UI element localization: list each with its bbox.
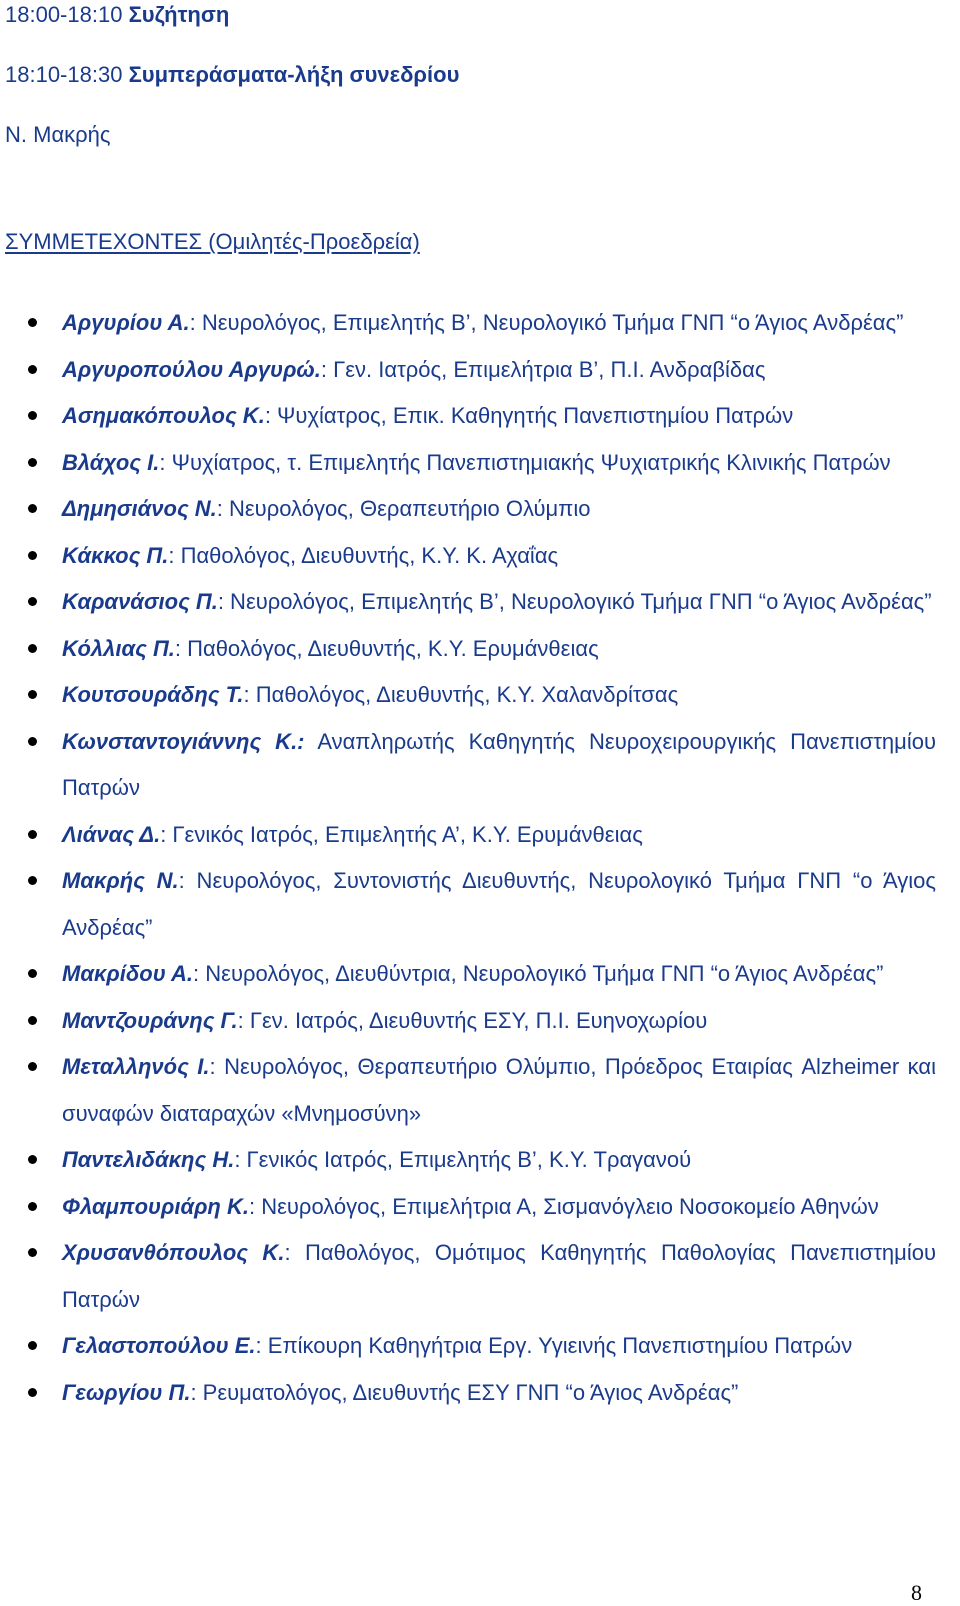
bullet-icon — [28, 1155, 37, 1164]
participant-details: : Γεν. Ιατρός, Διευθυντής ΕΣΥ, Π.Ι. Ευηνοχωρίου — [237, 1007, 708, 1033]
bullet-icon — [28, 597, 37, 606]
bullet-icon — [28, 1016, 37, 1025]
participant-item — [0, 1137, 960, 1184]
participant-item — [0, 1323, 960, 1370]
participant-name: Καρανάσιος Π. — [62, 589, 218, 614]
page-number: 8 — [911, 1580, 922, 1605]
participants-list — [0, 300, 960, 1416]
participant-name: Κωνσταντογιάννης Κ.: — [62, 728, 305, 754]
bullet-icon — [28, 1202, 37, 1211]
participant-name: Μακρίδου Α. — [62, 961, 194, 986]
participant-details: : Γεν. Ιατρός, Επιμελήτρια Β’, Π.Ι. Ανδραβίδας — [320, 356, 766, 382]
bullet-icon — [28, 876, 37, 885]
bullet-icon — [28, 1248, 37, 1257]
participant-name: Μεταλληνός Ι. — [62, 1054, 210, 1079]
participant-name: Κάκκος Π. — [62, 542, 169, 568]
participant-details: : Νευρολόγος, Επιμελητής Β’, Νευρολογικό Τμήμα ΓΝΠ “ο Άγιος Ανδρέας” — [217, 589, 932, 614]
participant-item — [0, 1184, 960, 1231]
participant-item — [0, 719, 960, 812]
participant-name: Δημησιάνος Ν. — [62, 496, 217, 521]
bullet-icon — [28, 969, 37, 978]
bullet-icon — [28, 1062, 37, 1071]
participant-name: Γεωργίου Π. — [62, 1379, 191, 1405]
participant-details: : Παθολόγος, Διευθυντής, Κ.Υ. Χαλανδρίτσας — [243, 682, 679, 707]
bullet-icon — [28, 1341, 37, 1350]
participant-details: : Ψυχίατρος, τ. Επιμελητής Πανεπιστημιακής Ψυχιατρικής Κλινικής Πατρών — [159, 449, 891, 475]
participant-name: Λιάνας Δ. — [62, 821, 161, 847]
bullet-icon — [28, 318, 37, 327]
participant-item — [0, 951, 960, 998]
participant-item — [0, 812, 960, 859]
bullet-icon — [28, 690, 37, 699]
participant-details: : Νευρολόγος, Διευθύντρια, Νευρολογικό Τμήμα ΓΝΠ “ο Άγιος Ανδρέας” — [193, 961, 884, 986]
schedule-entry-discussion — [5, 1, 229, 29]
participant-details: : Νευρολόγος, Επιμελήτρια Α, Σισμανόγλειο Νοσοκομείο Αθηνών — [248, 1193, 879, 1219]
participant-item — [0, 393, 960, 440]
participant-item — [0, 1044, 960, 1137]
schedule-title: Συζήτηση — [128, 2, 230, 27]
participant-name: Μαντζουράνης Γ. — [62, 1007, 238, 1033]
participant-details: Αναπληρωτής Καθηγητής Νευροχειρουργικής Πανεπιστημίου Πατρών — [62, 728, 936, 800]
participant-name: Χρυσανθόπουλος Κ. — [62, 1240, 285, 1265]
participant-details: : Νευρολόγος, Θεραπευτήριο Ολύμπιο — [216, 496, 591, 521]
schedule-time: 18:10-18:30 — [5, 62, 123, 87]
participants-heading: ΣΥΜΜΕΤΕΧΟΝΤΕΣ (Ομιλητές-Προεδρεία) — [5, 229, 420, 254]
participant-name: Βλάχος Ι. — [62, 449, 160, 475]
participant-item — [0, 626, 960, 673]
bullet-icon — [28, 411, 37, 420]
participant-name: Μακρής Ν. — [62, 868, 179, 893]
participant-name: Αργυρίου Α. — [62, 310, 190, 335]
schedule-time: 18:00-18:10 — [5, 2, 123, 27]
participant-item — [0, 672, 960, 719]
bullet-icon — [28, 1388, 37, 1397]
bullet-icon — [28, 644, 37, 653]
participant-details: : Νευρολόγος, Συντονιστής Διευθυντής, Νευρολογικό Τμήμα ΓΝΠ “ο Άγιος Ανδρέας” — [62, 868, 937, 940]
participant-details: : Γενικός Ιατρός, Επιμελητής Β’, Κ.Υ. Τραγανού — [234, 1147, 692, 1172]
participant-name: Παντελιδάκης Η. — [62, 1147, 235, 1172]
participant-details: : Νευρολόγος, Θεραπευτήριο Ολύμπιο, Πρόεδρος Εταιρίας Alzheimer και συναφών διαταραχών «Μνημοσύνη» — [62, 1054, 936, 1126]
participant-item — [0, 440, 960, 487]
participant-details: : Παθολόγος, Διευθυντής, Κ.Υ. Ερυμάνθειας — [174, 635, 599, 661]
participant-name: Κουτσουράδης Τ. — [62, 682, 244, 707]
closing-speaker: Ν. Μακρής — [5, 122, 111, 147]
participant-name: Ασημακόπουλος Κ. — [62, 403, 265, 428]
participant-item — [0, 300, 960, 347]
participant-item — [0, 858, 960, 951]
participant-item — [0, 579, 960, 626]
participant-item — [0, 486, 960, 533]
participant-name: Γελαστοπούλου Ε. — [62, 1333, 256, 1358]
participant-item — [0, 1230, 960, 1323]
participant-item — [0, 533, 960, 580]
participant-details: : Ρευματολόγος, Διευθυντής ΕΣΥ ΓΝΠ “ο Άγιος Ανδρέας” — [190, 1379, 739, 1405]
participant-name: Φλαμπουριάρη Κ. — [62, 1193, 249, 1219]
participant-details: : Παθολόγος, Ομότιμος Καθηγητής Παθολογίας Πανεπιστημίου Πατρών — [62, 1240, 936, 1312]
bullet-icon — [28, 458, 37, 467]
participant-item — [0, 347, 960, 394]
participant-name: Αργυροπούλου Αργυρώ. — [62, 356, 321, 382]
participant-details: : Ψυχίατρος, Επικ. Καθηγητής Πανεπιστημίου Πατρών — [264, 403, 794, 428]
participant-details: : Νευρολόγος, Επιμελητής Β’, Νευρολογικό Τμήμα ΓΝΠ “ο Άγιος Ανδρέας” — [189, 310, 904, 335]
bullet-icon — [28, 365, 37, 374]
participant-name: Κόλλιας Π. — [62, 635, 175, 661]
participant-details: : Επίκουρη Καθηγήτρια Εργ. Υγιεινής Πανεπιστημίου Πατρών — [255, 1333, 853, 1358]
participant-item — [0, 998, 960, 1045]
schedule-title: Συμπεράσματα-λήξη συνεδρίου — [128, 62, 460, 87]
participant-item — [0, 1370, 960, 1417]
bullet-icon — [28, 830, 37, 839]
bullet-icon — [28, 551, 37, 560]
schedule-entry-conclusions — [5, 61, 459, 89]
participant-details: : Παθολόγος, Διευθυντής, Κ.Υ. Κ. Αχαΐας — [168, 542, 559, 568]
participant-details: : Γενικός Ιατρός, Επιμελητής Α’, Κ.Υ. Ερυμάνθειας — [160, 821, 643, 847]
bullet-icon — [28, 737, 37, 746]
bullet-icon — [28, 504, 37, 513]
